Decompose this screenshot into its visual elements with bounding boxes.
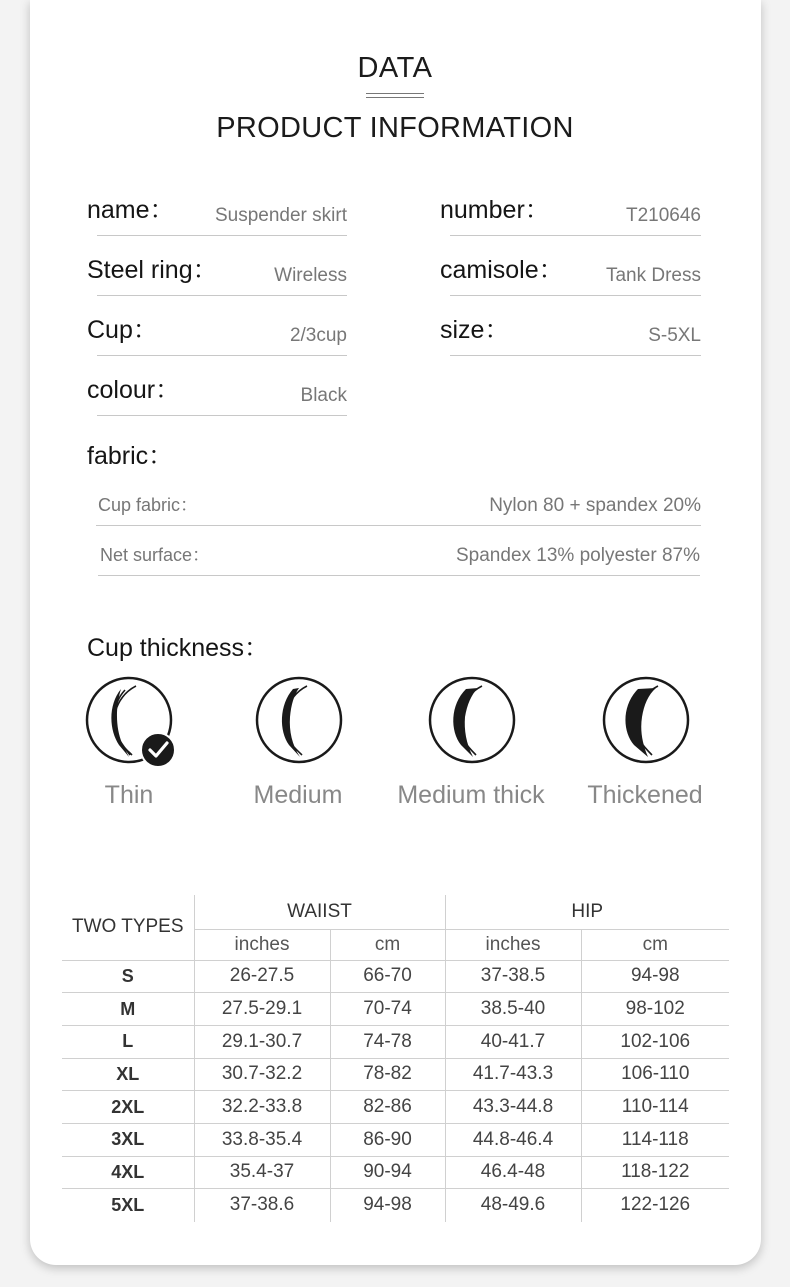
size-cell: 4XL <box>62 1156 194 1189</box>
table-cell: 33.8-35.4 <box>194 1123 330 1156</box>
fabric-row-underline <box>98 575 700 576</box>
field-size <box>440 310 701 356</box>
table-cell: 118-122 <box>581 1156 729 1189</box>
field-underline <box>450 295 701 296</box>
fabric-row-value: Spandex 13% polyester 87% <box>456 545 700 566</box>
field-underline <box>97 295 347 296</box>
table-cell: 70-74 <box>330 993 445 1026</box>
table-cell: 27.5-29.1 <box>194 993 330 1026</box>
section-heading-data: DATA <box>357 52 433 84</box>
cup-medium-icon <box>253 675 345 767</box>
table-cell: 40-41.7 <box>445 1025 581 1058</box>
table-cell: 41.7-43.3 <box>445 1058 581 1091</box>
table-cell: 74-78 <box>330 1025 445 1058</box>
size-cell: XL <box>62 1058 194 1091</box>
table-group-hip: HIP <box>445 895 729 929</box>
cup-thin-icon <box>84 675 179 770</box>
table-cell: 32.2-33.8 <box>194 1091 330 1124</box>
field-value: Black <box>300 385 347 406</box>
field-cup <box>87 310 347 356</box>
table-cell: 90-94 <box>330 1156 445 1189</box>
field-value: Wireless <box>274 265 347 286</box>
fabric-row-net <box>98 540 700 576</box>
table-unit: inches <box>445 929 581 960</box>
thickness-option-medium-thick: Medium thick <box>397 781 545 809</box>
thickness-option-thin: Thin <box>104 781 154 809</box>
table-cell: 110-114 <box>581 1091 729 1124</box>
size-cell: 3XL <box>62 1123 194 1156</box>
page-title: PRODUCT INFORMATION <box>216 112 574 144</box>
table-unit: cm <box>330 929 445 960</box>
field-underline <box>97 235 347 236</box>
fabric-row-underline <box>96 525 701 526</box>
table-row <box>62 1091 729 1124</box>
table-cell: 86-90 <box>330 1123 445 1156</box>
thickness-option-thickened: Thickened <box>587 781 703 809</box>
field-value: Suspender skirt <box>214 205 347 226</box>
field-value: S-5XL <box>648 325 701 346</box>
table-cell: 26-27.5 <box>194 960 330 993</box>
table-cell: 102-106 <box>581 1025 729 1058</box>
table-row <box>62 993 729 1026</box>
field-number <box>440 190 701 236</box>
size-cell: M <box>62 993 194 1026</box>
table-cell: 44.8-46.4 <box>445 1123 581 1156</box>
field-underline <box>97 415 347 416</box>
table-cell: 29.1-30.7 <box>194 1025 330 1058</box>
cup-medium-thick-icon <box>426 675 518 767</box>
table-cell: 37-38.5 <box>445 960 581 993</box>
field-label: camisole： <box>440 256 564 284</box>
size-cell: 2XL <box>62 1091 194 1124</box>
field-underline <box>450 355 701 356</box>
table-cell: 43.3-44.8 <box>445 1091 581 1124</box>
table-cell: 37-38.6 <box>194 1189 330 1222</box>
field-label: number： <box>440 196 550 224</box>
heading-divider <box>366 93 424 98</box>
table-row <box>62 960 729 993</box>
table-unit: cm <box>581 929 729 960</box>
field-label: colour： <box>87 376 181 404</box>
size-table <box>62 895 729 1222</box>
table-row <box>62 1156 729 1189</box>
table-row <box>62 1025 729 1058</box>
table-cell: 35.4-37 <box>194 1156 330 1189</box>
field-camisole <box>440 250 701 296</box>
size-cell: L <box>62 1025 194 1058</box>
field-steel-ring <box>87 250 347 296</box>
fabric-row-value: Nylon 80 + spandex 20% <box>489 495 701 516</box>
table-group-waist: WAIIST <box>194 895 445 929</box>
field-label: Cup： <box>87 316 158 344</box>
table-header-row <box>62 895 729 929</box>
table-cell: 122-126 <box>581 1189 729 1222</box>
thickness-option-medium: Medium <box>253 781 343 809</box>
cup-thickened-icon <box>600 675 692 767</box>
field-label: Steel ring： <box>87 256 218 284</box>
field-value: T210646 <box>625 205 701 226</box>
field-colour <box>87 370 347 416</box>
table-row <box>62 1058 729 1091</box>
cup-thickness-label: Cup thickness： <box>87 634 270 662</box>
table-cell: 78-82 <box>330 1058 445 1091</box>
field-value: 2/3cup <box>289 325 347 346</box>
field-name <box>87 190 347 236</box>
table-row <box>62 1189 729 1222</box>
table-cell: 106-110 <box>581 1058 729 1091</box>
table-cell: 114-118 <box>581 1123 729 1156</box>
table-cell: 94-98 <box>330 1189 445 1222</box>
table-corner-label: TWO TYPES <box>71 916 184 938</box>
table-cell: 38.5-40 <box>445 993 581 1026</box>
field-underline <box>450 235 701 236</box>
table-cell: 30.7-32.2 <box>194 1058 330 1091</box>
table-cell: 82-86 <box>330 1091 445 1124</box>
table-cell: 94-98 <box>581 960 729 993</box>
field-value: Tank Dress <box>605 265 701 286</box>
table-unit: inches <box>194 929 330 960</box>
table-cell: 66-70 <box>330 960 445 993</box>
field-label: size： <box>440 316 510 344</box>
field-label: name： <box>87 196 175 224</box>
field-underline <box>97 355 347 356</box>
size-cell: S <box>62 960 194 993</box>
table-cell: 48-49.6 <box>445 1189 581 1222</box>
table-cell: 98-102 <box>581 993 729 1026</box>
table-cell: 46.4-48 <box>445 1156 581 1189</box>
fabric-label: fabric： <box>87 442 174 470</box>
table-row <box>62 1123 729 1156</box>
fabric-row-cup <box>96 490 701 526</box>
fabric-row-label: Net surface： <box>100 545 211 565</box>
fabric-row-label: Cup fabric： <box>98 495 199 515</box>
size-cell: 5XL <box>62 1189 194 1222</box>
